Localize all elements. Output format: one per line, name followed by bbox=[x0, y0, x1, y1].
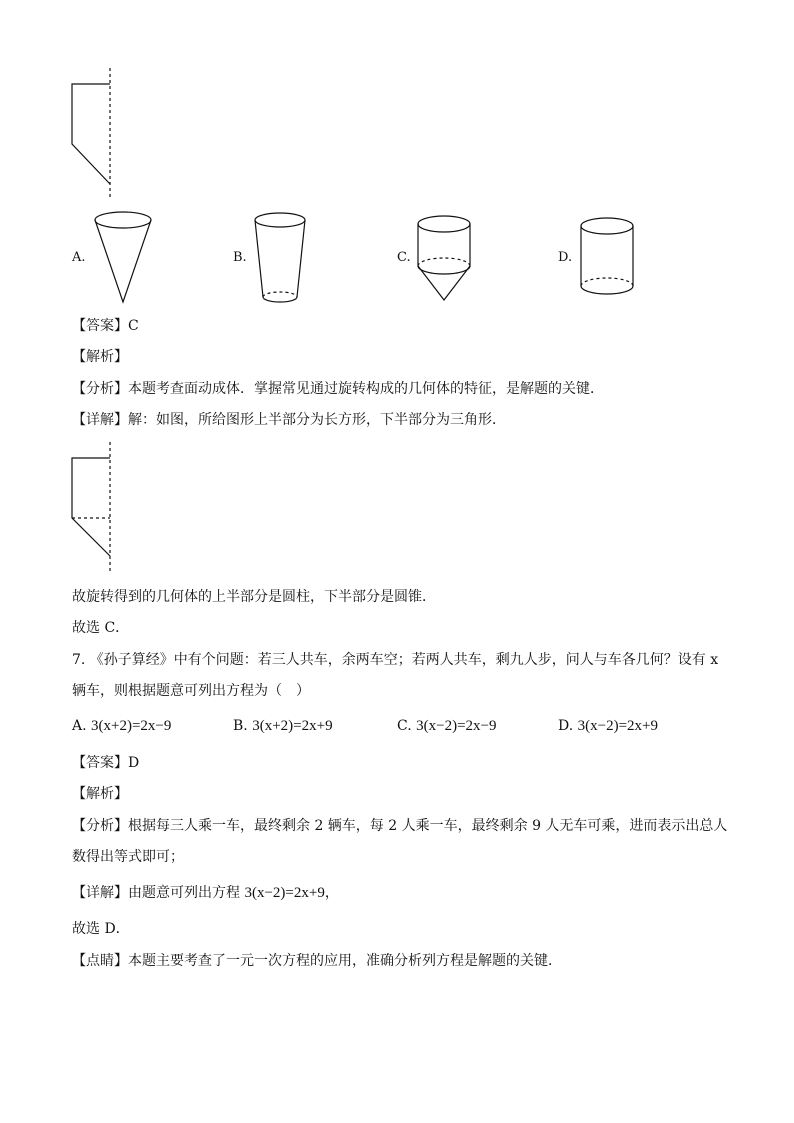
answer-value: C bbox=[128, 318, 139, 334]
q6-choose: 故选 C． bbox=[72, 620, 130, 636]
option-expr: 3(x−2)=2x+9 bbox=[577, 718, 659, 734]
fenxi-text: 本题考查面动成体．掌握常见通过旋转构成的几何体的特征，是解题的关键． bbox=[128, 381, 604, 397]
xiangjie-tag: 【详解】 bbox=[72, 412, 128, 428]
q7-answer bbox=[72, 753, 139, 773]
fenxi-tag: 【分析】 bbox=[72, 381, 128, 397]
q7-stem-line2: 辆车，则根据题意可列出方程为（ ） bbox=[72, 683, 310, 699]
q7-option-b[interactable] bbox=[233, 716, 333, 736]
xiangjie-tag: 【详解】 bbox=[72, 885, 128, 901]
option-expr: 3(x+2)=2x+9 bbox=[252, 718, 333, 734]
q6-analysis-heading: 【解析】 bbox=[72, 349, 128, 365]
rotation-shape-figure bbox=[60, 60, 130, 210]
option-d-label[interactable]: D. bbox=[558, 250, 573, 265]
option-c-label[interactable]: C. bbox=[397, 250, 411, 265]
xiangjie-text: 由题意可列出方程 bbox=[128, 885, 240, 901]
xiangjie-expr: 3(x−2)=2x+9 bbox=[244, 885, 325, 901]
option-expr: 3(x−2)=2x−9 bbox=[416, 718, 497, 734]
cone-figure[interactable] bbox=[90, 210, 160, 305]
q7-choose: 故选 D． bbox=[72, 921, 130, 937]
q7-option-a[interactable] bbox=[72, 716, 171, 736]
option-expr: 3(x+2)=2x−9 bbox=[91, 718, 172, 734]
cylinder-cone-figure[interactable] bbox=[412, 210, 477, 305]
q6-xiangjie bbox=[72, 410, 506, 430]
q7-fenxi bbox=[72, 816, 727, 836]
q7-option-c[interactable] bbox=[397, 716, 497, 736]
q7-analysis-heading: 【解析】 bbox=[72, 786, 128, 802]
xiangjie-text: 解：如图，所给图形上半部分为长方形，下半部分为三角形． bbox=[128, 412, 506, 428]
dianjing-text: 本题主要考查了一元一次方程的应用，准确分析列方程是解题的关键． bbox=[128, 953, 562, 969]
answer-tag: 【答案】 bbox=[72, 755, 128, 771]
q6-answer bbox=[72, 316, 139, 336]
q7-stem-line1: 7. 《孙子算经》中有个问题：若三人共车，余两车空；若两人共车，剩九人步，问人与车各几何？设有 x bbox=[72, 652, 719, 668]
option-label: C. bbox=[397, 718, 412, 734]
xiangjie-end: ， bbox=[324, 885, 339, 901]
cylinder-figure[interactable] bbox=[575, 212, 640, 307]
option-b-label[interactable]: B. bbox=[233, 250, 247, 265]
q6-conclusion: 故旋转得到的几何体的上半部分是圆柱，下半部分是圆锥． bbox=[72, 589, 436, 605]
fenxi-tag: 【分析】 bbox=[72, 818, 128, 834]
dianjing-tag: 【点睛】 bbox=[72, 953, 128, 969]
answer-value: D bbox=[128, 755, 140, 771]
q7-fenxi-line2: 数得出等式即可； bbox=[72, 849, 184, 865]
q6-fenxi bbox=[72, 379, 604, 399]
fenxi-line1: 根据每三人乘一车，最终剩余 2 辆车，每 2 人乘一车，最终剩余 9 人无车可乘，进而表示出总人 bbox=[128, 818, 728, 834]
answer-tag: 【答案】 bbox=[72, 318, 128, 334]
q7-xiangjie bbox=[72, 883, 339, 903]
frustum-figure[interactable] bbox=[250, 210, 315, 305]
solution-shape-figure bbox=[60, 440, 130, 580]
option-label: D. bbox=[558, 718, 574, 734]
option-label: B. bbox=[233, 718, 248, 734]
option-label: A. bbox=[72, 718, 87, 734]
q7-option-d[interactable] bbox=[558, 716, 658, 736]
q7-dianjing bbox=[72, 951, 562, 971]
option-a-label[interactable]: A. bbox=[72, 250, 86, 265]
